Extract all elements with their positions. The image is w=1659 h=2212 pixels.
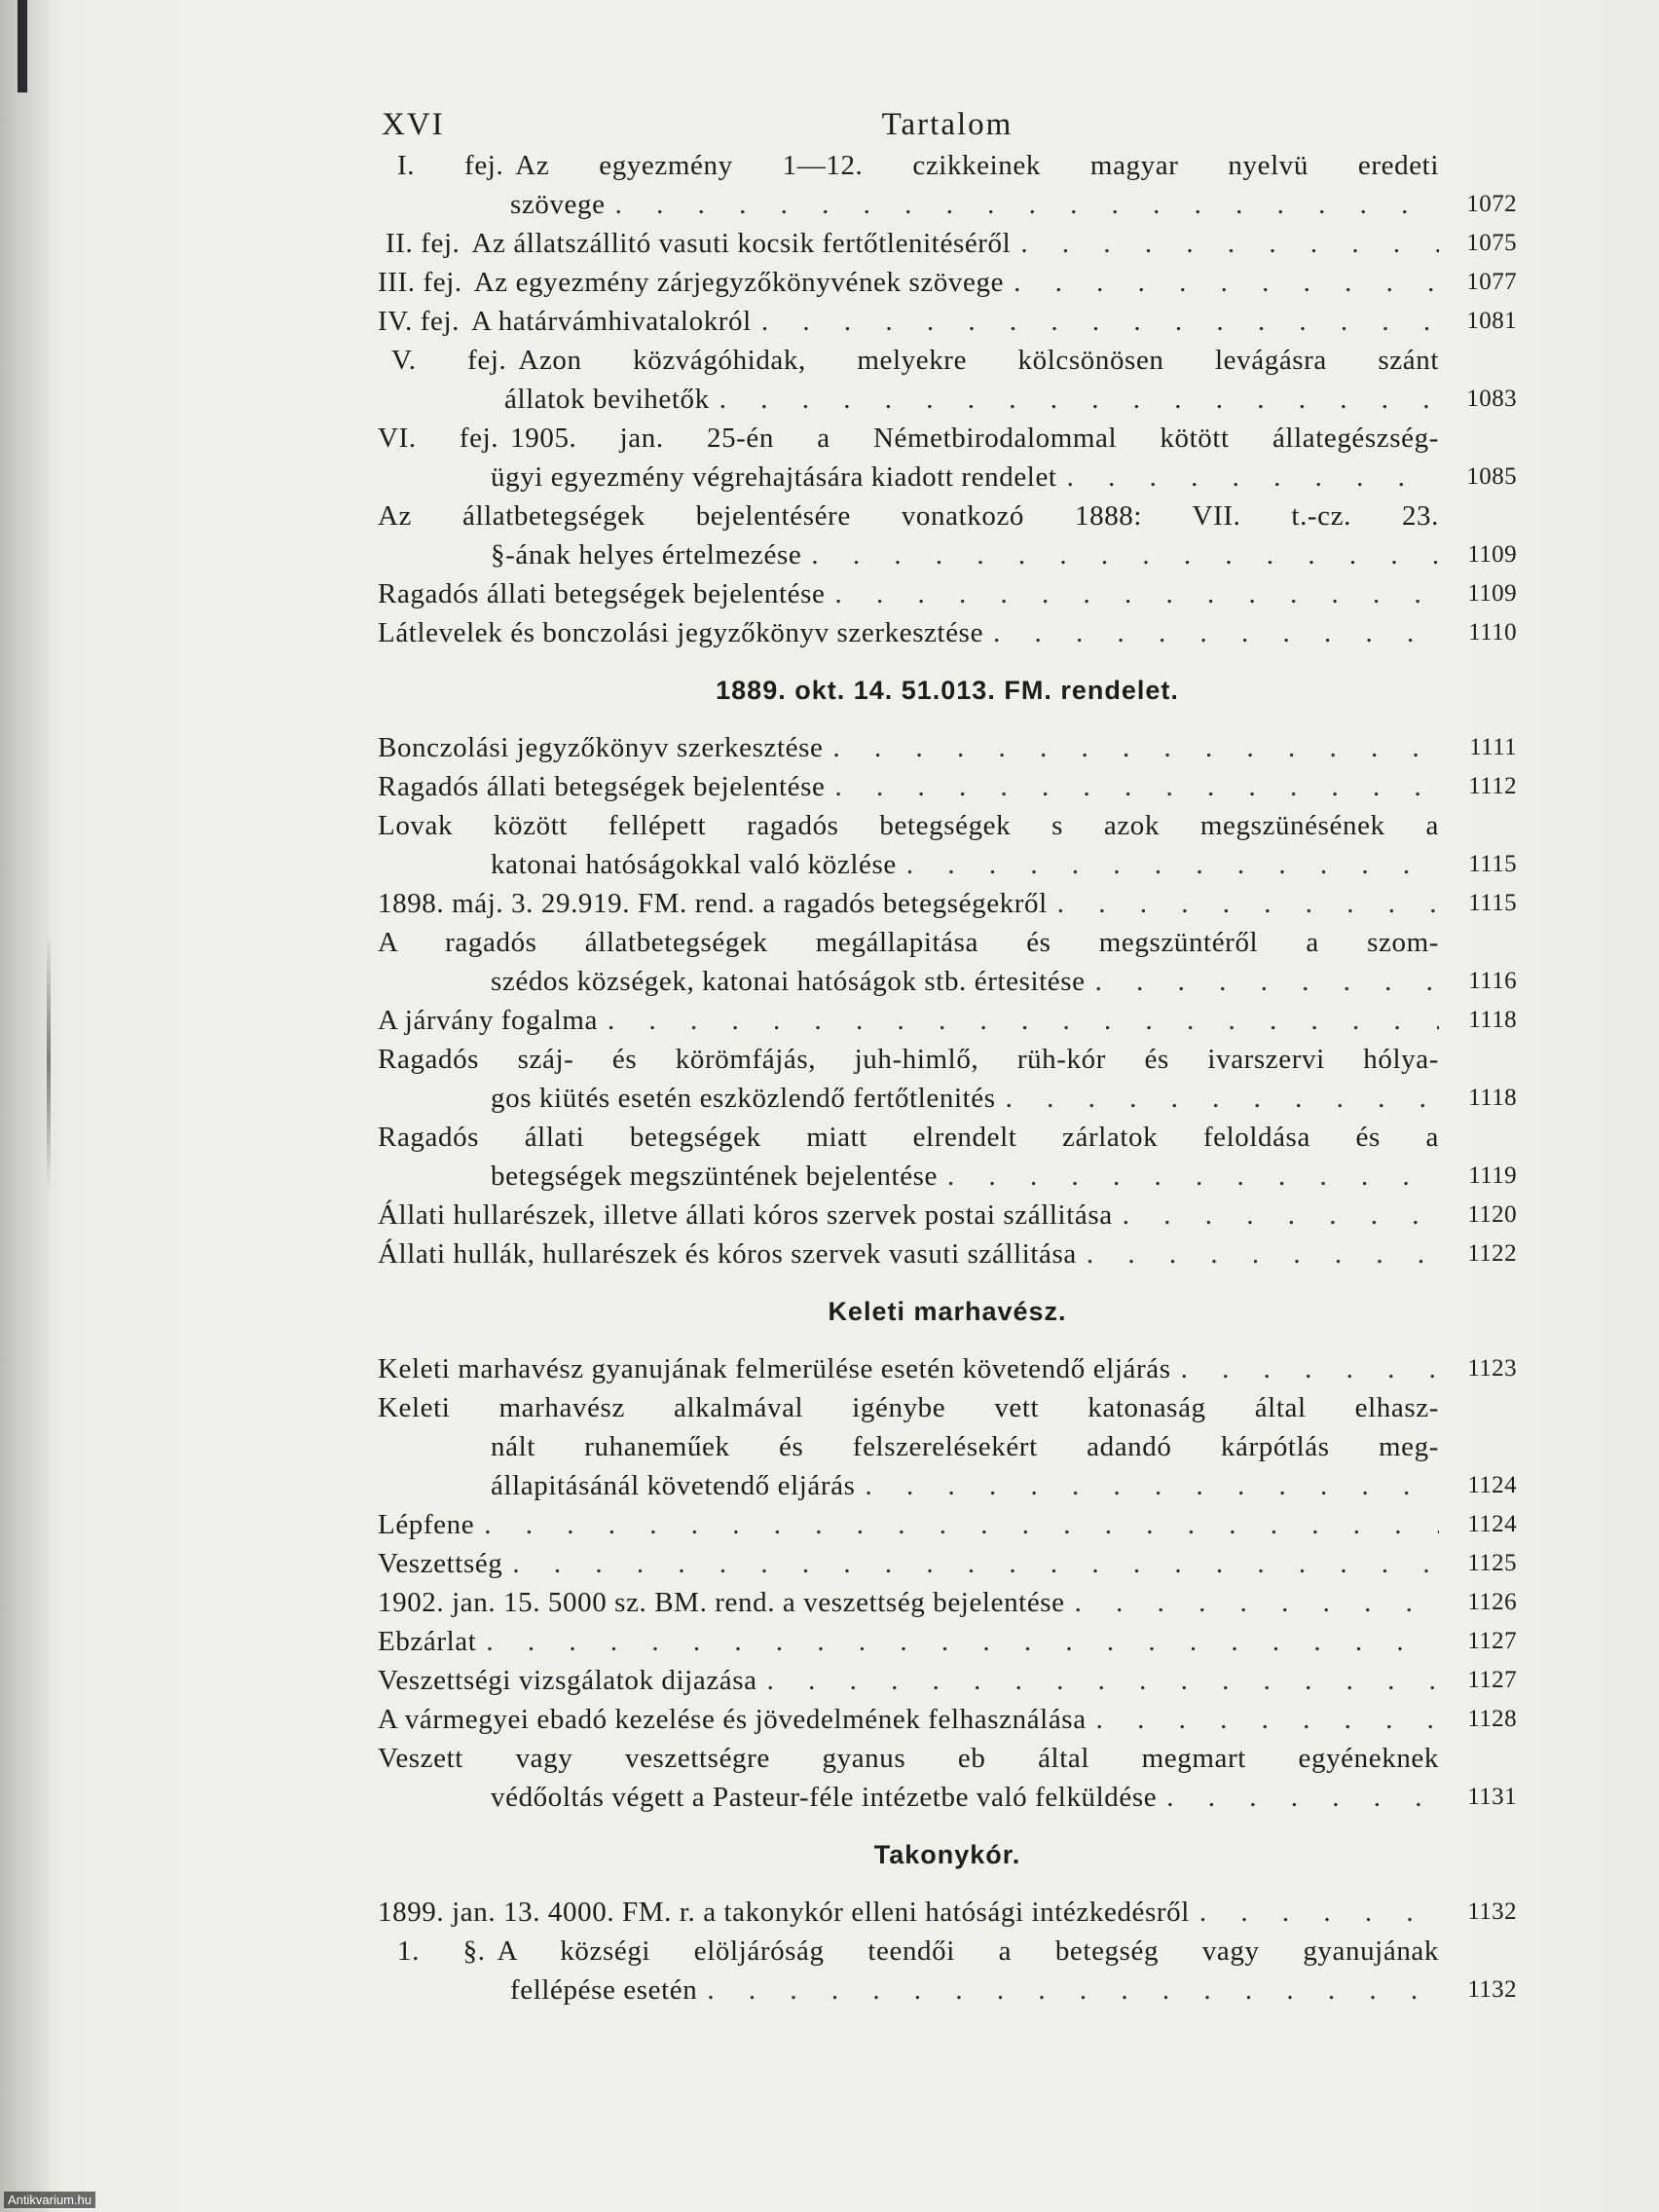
section-title: 1889. okt. 14. 51.013. FM. rendelet. (716, 676, 1179, 705)
dot-leader (1075, 1583, 1439, 1622)
chapter-label: V. fej. (391, 345, 507, 376)
chapter-label: 1. §. (397, 1936, 486, 1967)
toc-entry[interactable] (378, 1739, 1517, 1817)
toc-entry[interactable] (378, 1001, 1517, 1040)
toc-entry-line (378, 1583, 1439, 1622)
toc-entry-line (378, 1196, 1439, 1235)
toc-entry-line (378, 574, 1439, 613)
entry-page-number: 1111 (1469, 734, 1517, 760)
entry-text: betegségek megszüntének bejelentése (491, 1161, 939, 1192)
entry-text: A határvámhivatalokról (471, 306, 752, 337)
toc-entry[interactable] (378, 1388, 1517, 1505)
toc-entry-line (378, 497, 1439, 535)
entry-page-number: 1083 (1466, 386, 1517, 412)
toc-entry[interactable] (378, 1040, 1517, 1118)
dot-leader (615, 185, 1439, 224)
dot-leader (1096, 1700, 1439, 1739)
entry-page-number: 1124 (1467, 1472, 1517, 1498)
entry-text: Ragadós állati betegségek miatt elrendelt zárlatok feloldása és a (378, 1122, 1439, 1153)
entry-text: fellépése esetén (510, 1974, 698, 2006)
toc-entry-line (378, 1349, 1439, 1388)
toc-entry[interactable] (378, 767, 1517, 806)
toc-entry[interactable] (378, 1505, 1517, 1544)
dot-leader (1199, 1893, 1439, 1932)
toc-entry-line (378, 1544, 1439, 1583)
entry-page-number: 1072 (1466, 191, 1517, 217)
dot-leader (1014, 263, 1439, 302)
entry-text: §-ának helyes értelmezése (491, 539, 802, 571)
toc-entry-line (491, 1778, 1439, 1817)
entry-text: gos kiütés esetén eszközlendő fertőtlenités (491, 1083, 996, 1114)
dot-leader (1087, 1235, 1439, 1273)
entry-page-number: 1123 (1467, 1355, 1517, 1382)
entry-text: Állati hullák, hullarészek és kóros szervek vasuti szállitása (378, 1238, 1077, 1270)
entry-text: Látlevelek és bonczolási jegyzőkönyv szerkesztése (378, 617, 984, 648)
entry-text: szédos községek, katonai hatóságok stb. értesitése (491, 966, 1086, 997)
entry-page-number: 1132 (1467, 1899, 1517, 1925)
page-number: XVI (382, 107, 445, 142)
chapter-label: II. fej. (386, 228, 461, 259)
entry-text: Az egyezmény 1—12. czikkeinek magyar nyelvü eredeti (515, 150, 1439, 181)
dot-leader (1057, 884, 1439, 923)
toc-entry[interactable] (378, 1544, 1517, 1583)
toc-entry-line (378, 1118, 1439, 1157)
dot-leader (1181, 1349, 1439, 1388)
entry-text: A ragadós állatbetegségek megállapitása és megszüntéről a szom- (378, 927, 1439, 958)
chapter-label: VI. fej. (378, 423, 499, 454)
toc-entry-line (510, 1971, 1439, 2009)
running-title: Tartalom (881, 107, 1014, 142)
toc-entry-line (378, 1388, 1439, 1427)
dot-leader (484, 1505, 1439, 1544)
toc-entry[interactable] (378, 419, 1517, 497)
dot-leader (834, 767, 1439, 806)
entry-page-number: 1110 (1468, 619, 1517, 645)
watermark: Antikvarium.hu (4, 2192, 95, 2208)
dot-leader (761, 302, 1439, 341)
dot-leader (1020, 224, 1439, 263)
entry-text: Az egyezmény zárjegyzőkönyvének szövege (473, 267, 1005, 298)
toc-entry[interactable] (378, 1700, 1517, 1739)
dot-leader (866, 1466, 1439, 1505)
toc-entry[interactable] (378, 884, 1517, 923)
toc-content (378, 97, 1517, 2009)
toc-entry-line (378, 923, 1439, 962)
entry-text: A községi elöljáróság teendői a betegség vagy gyanujának (497, 1936, 1439, 1967)
toc-entry-line (378, 1505, 1439, 1544)
entry-text: Az állatszállitó vasuti kocsik fertőtlenitéséről (471, 228, 1012, 259)
toc-entry-line (510, 185, 1439, 224)
entry-page-number: 1077 (1466, 269, 1517, 295)
entry-text: Lépfene (378, 1509, 475, 1540)
toc-entry[interactable] (378, 1349, 1517, 1388)
dot-leader (707, 1971, 1439, 2009)
entry-text: Ragadós száj- és körömfájás, juh-himlő, rüh-kór és ivarszervi hólya- (378, 1044, 1439, 1075)
entry-page-number: 1126 (1467, 1589, 1517, 1615)
toc-entry[interactable] (378, 613, 1517, 652)
entry-text: Lovak között fellépett ragadós betegségek s azok megszünésének a (378, 810, 1439, 841)
entry-page-number: 1109 (1467, 541, 1517, 568)
entry-page-number: 1116 (1468, 968, 1517, 994)
toc-entry-line (378, 884, 1439, 923)
entry-text: Azon közvágóhidak, melyekre kölcsönösen levágásra szánt (518, 345, 1439, 376)
entry-text: 1905. jan. 25-én a Németbirodalommal kötött állategészség- (510, 423, 1439, 454)
toc-entry[interactable] (378, 1196, 1517, 1235)
toc-entry-line (378, 767, 1439, 806)
entry-text: Keleti marhavész alkalmával igénybe vett katonaság által elhasz- (378, 1392, 1439, 1423)
entry-text: A járvány fogalma (378, 1005, 599, 1036)
toc-entry-line (378, 806, 1439, 845)
toc-entry-line (491, 1079, 1439, 1118)
dot-leader (947, 1157, 1439, 1196)
section-title: Keleti marhavész. (828, 1297, 1067, 1326)
entry-text: Ragadós állati betegségek bejelentése (378, 578, 826, 609)
toc-entry[interactable] (378, 1118, 1517, 1196)
toc-entry-line (491, 458, 1439, 497)
section-title: Takonykór. (873, 1840, 1021, 1869)
toc-entry[interactable] (378, 146, 1517, 224)
entry-text: szövege (510, 189, 606, 220)
dot-leader (993, 613, 1439, 652)
entry-text: A vármegyei ebadó kezelése és jövedelmének felhasználása (378, 1704, 1087, 1735)
toc-entry-line (378, 1700, 1439, 1739)
toc-entry-line (378, 728, 1439, 767)
entry-text: Veszettségi vizsgálatok dijazása (378, 1665, 757, 1696)
table-of-contents (378, 146, 1517, 2009)
page-fold (47, 935, 51, 1188)
toc-entry-line (378, 1739, 1439, 1778)
toc-entry-line (504, 380, 1439, 419)
toc-entry-line (378, 1235, 1439, 1273)
toc-entry-line (391, 341, 1439, 380)
entry-page-number: 1119 (1468, 1162, 1517, 1189)
toc-entry-line (491, 962, 1439, 1001)
entry-page-number: 1112 (1468, 773, 1517, 799)
toc-entry-line (491, 1157, 1439, 1196)
entry-text: 1899. jan. 13. 4000. FM. r. a takonykór elleni hatósági intézkedésről (378, 1897, 1190, 1928)
entry-page-number: 1131 (1467, 1784, 1517, 1810)
entry-text: Veszettség (378, 1548, 503, 1579)
entry-text: Veszett vagy veszettségre gyanus eb által megmart egyéneknek (378, 1743, 1439, 1774)
entry-text: Állati hullarészek, illetve állati kóros szervek postai szállitása (378, 1199, 1113, 1231)
toc-entry-line (397, 146, 1439, 185)
toc-entry-line (378, 613, 1439, 652)
entry-page-number: 1075 (1466, 230, 1517, 256)
entry-page-number: 1118 (1468, 1007, 1517, 1033)
toc-entry[interactable] (378, 302, 1517, 341)
dot-leader (1067, 458, 1439, 497)
dot-leader (719, 380, 1439, 419)
entry-page-number: 1127 (1467, 1667, 1517, 1693)
toc-entry[interactable] (378, 574, 1517, 613)
toc-entry[interactable] (378, 806, 1517, 884)
dot-leader (834, 574, 1439, 613)
entry-page-number: 1118 (1468, 1085, 1517, 1111)
chapter-label: III. fej. (378, 267, 462, 298)
entry-page-number: 1122 (1467, 1240, 1517, 1267)
entry-text: Ragadós állati betegségek bejelentése (378, 771, 826, 802)
toc-entry-line (378, 1661, 1439, 1700)
chapter-label: IV. fej. (378, 306, 460, 337)
toc-entry-line (491, 1466, 1439, 1505)
entry-text: Ebzárlat (378, 1626, 477, 1657)
entry-text: Keleti marhavész gyanujának felmerülése esetén követendő eljárás (378, 1353, 1171, 1384)
toc-entry-line (491, 535, 1439, 574)
entry-page-number: 1132 (1467, 1976, 1517, 2003)
entry-text: Az állatbetegségek bejelentésére vonatkozó 1888: VII. t.-cz. 23. (378, 500, 1439, 532)
toc-entry[interactable] (378, 1932, 1517, 2009)
toc-entry-line (397, 1932, 1439, 1971)
entry-page-number: 1120 (1467, 1201, 1517, 1228)
dot-leader (512, 1544, 1439, 1583)
dot-leader (767, 1661, 1439, 1700)
binding-mark (18, 0, 27, 92)
dot-leader (832, 728, 1439, 767)
dot-leader (906, 845, 1439, 884)
entry-page-number: 1081 (1466, 308, 1517, 334)
toc-entry[interactable] (378, 341, 1517, 419)
dot-leader (1166, 1778, 1439, 1817)
toc-entry[interactable] (378, 1583, 1517, 1622)
toc-entry[interactable] (378, 923, 1517, 1001)
toc-entry-line (378, 263, 1439, 302)
entry-text: 1898. máj. 3. 29.919. FM. rend. a ragadós betegségekről (378, 888, 1048, 919)
toc-entry[interactable] (378, 1622, 1517, 1661)
entry-page-number: 1115 (1468, 890, 1517, 916)
entry-text: állapitásánál követendő eljárás (491, 1470, 856, 1501)
toc-entry-line (378, 419, 1439, 458)
toc-entry[interactable] (378, 497, 1517, 574)
entry-page-number: 1125 (1467, 1550, 1517, 1576)
entry-page-number: 1128 (1467, 1706, 1517, 1732)
dot-leader (1006, 1079, 1439, 1118)
entry-page-number: 1085 (1466, 463, 1517, 490)
toc-entry-line (378, 1622, 1439, 1661)
toc-entry-line (378, 302, 1439, 341)
entry-text: Bonczolási jegyzőkönyv szerkesztése (378, 732, 824, 763)
toc-entry-line (491, 1427, 1439, 1466)
dot-leader (1095, 962, 1439, 1001)
entry-page-number: 1109 (1467, 580, 1517, 607)
dot-leader (486, 1622, 1439, 1661)
toc-entry[interactable] (378, 263, 1517, 302)
entry-text: nált ruhaneműek és felszerelésekért adandó kárpótlás meg- (491, 1431, 1439, 1462)
dot-leader (1123, 1196, 1439, 1235)
toc-entry-line (378, 1040, 1439, 1079)
dot-leader (811, 535, 1439, 574)
book-spine-shadow (0, 0, 51, 2212)
toc-entry[interactable] (378, 1235, 1517, 1273)
toc-entry[interactable] (378, 1893, 1517, 1932)
toc-entry[interactable] (378, 224, 1517, 263)
toc-entry-line (378, 1893, 1439, 1932)
entry-text: ügyi egyezmény végrehajtására kiadott rendelet (491, 461, 1057, 493)
chapter-label: I. fej. (397, 150, 504, 181)
dot-leader (608, 1001, 1439, 1040)
toc-entry[interactable] (378, 1661, 1517, 1700)
page-header (378, 97, 1517, 146)
entry-text: katonai hatóságokkal való közlése (491, 849, 897, 880)
toc-entry-line (378, 1001, 1439, 1040)
entry-text: 1902. jan. 15. 5000 sz. BM. rend. a veszettség bejelentése (378, 1587, 1065, 1618)
entry-text: állatok bevihetők (504, 384, 710, 415)
entry-page-number: 1124 (1467, 1511, 1517, 1537)
toc-entry-line (491, 845, 1439, 884)
toc-entry-line (386, 224, 1439, 263)
toc-entry[interactable] (378, 728, 1517, 767)
entry-page-number: 1115 (1468, 851, 1517, 877)
entry-text: védőoltás végett a Pasteur-féle intézetbe való felküldése (491, 1782, 1158, 1813)
entry-page-number: 1127 (1467, 1628, 1517, 1654)
